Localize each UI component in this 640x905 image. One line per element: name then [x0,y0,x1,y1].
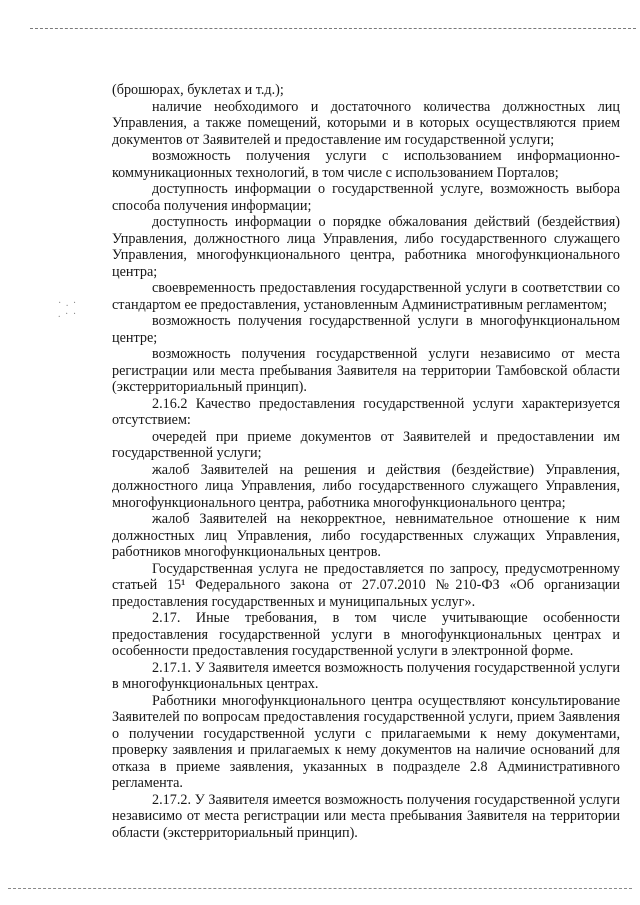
paragraph: возможность получения услуги с использованием информационно-коммуникационных технологий, в том числе с использованием Порталов; [112,148,620,181]
paragraph: 2.17.1. У Заявителя имеется возможность получения государственной услуги в многофункциональных центрах. [112,659,620,692]
scan-edge-top [30,28,636,29]
paragraph: возможность получения государственной услуги в многофункциональном центре; [112,313,620,346]
paragraph: доступность информации о порядке обжалования действий (бездействия) Управления, должностного лица Управления, либо государственного служащего Управления, многофункционального центра, работника многофункционального центра; [112,214,620,280]
scan-specks: · . · . · · [58,298,78,320]
paragraph: 2.17. Иные требования, в том числе учитывающие особенности предоставления государственной услуги в многофункциональных центрах и особенности предоставления государственной услуги в электронной форме. [112,610,620,659]
paragraph: Работники многофункционального центра осуществляют консультирование Заявителей по вопросам предоставления государственной услуги, прием Заявления о получении государственной услуги с прилагаемыми к нему документами, проверку заявления и прилагаемых к нему документов на наличие оснований для отказа в приеме заявления, указанных в подразделе 2.8 Административного регламента. [112,692,620,791]
document-page [112,82,620,841]
paragraph: Государственная услуга не предоставляется по запросу, предусмотренному статьей 15¹ Федерального закона от 27.07.2010 №210-ФЗ «Об организации предоставления государственных и муниципальных услуг». [112,560,620,610]
paragraph: наличие необходимого и достаточного количества должностных лиц Управления, а также помещений, которыми и в которых осуществляются прием документов от Заявителей и предоставление им государственной услуги; [112,98,620,148]
paragraph: своевременность предоставления государственной услуги в соответствии со стандартом ее предоставления, установленным Административным регламентом; [112,280,620,313]
paragraph: жалоб Заявителей на некорректное, невнимательное отношение к ним должностных лиц Управления, либо государственных служащих Управления, работников многофункциональных центров. [112,511,620,560]
scan-edge-bottom [8,888,632,889]
paragraph: жалоб Заявителей на решения и действия (бездействие) Управления, должностного лица Управления, либо государственного служащего Управления, многофункционального центра, работника многофункционального центра; [112,461,620,511]
paragraph: доступность информации о государственной услуге, возможность выбора способа получения информации; [112,181,620,214]
paragraph: 2.17.2. У Заявителя имеется возможность получения государственной услуги независимо от места регистрации или места пребывания Заявителя на территории области (экстерриториальный принцип). [112,791,620,841]
paragraph: возможность получения государственной услуги независимо от места регистрации или места пребывания Заявителя на территории Тамбовской области (экстерриториальный принцип). [112,346,620,395]
paragraph: (брошюрах, буклетах и т.д.); [112,82,284,98]
paragraph: очередей при приеме документов от Заявителей и предоставлении им государственной услуги; [112,428,620,461]
paragraph: 2.16.2 Качество предоставления государственной услуги характеризуется отсутствием: [112,395,620,428]
